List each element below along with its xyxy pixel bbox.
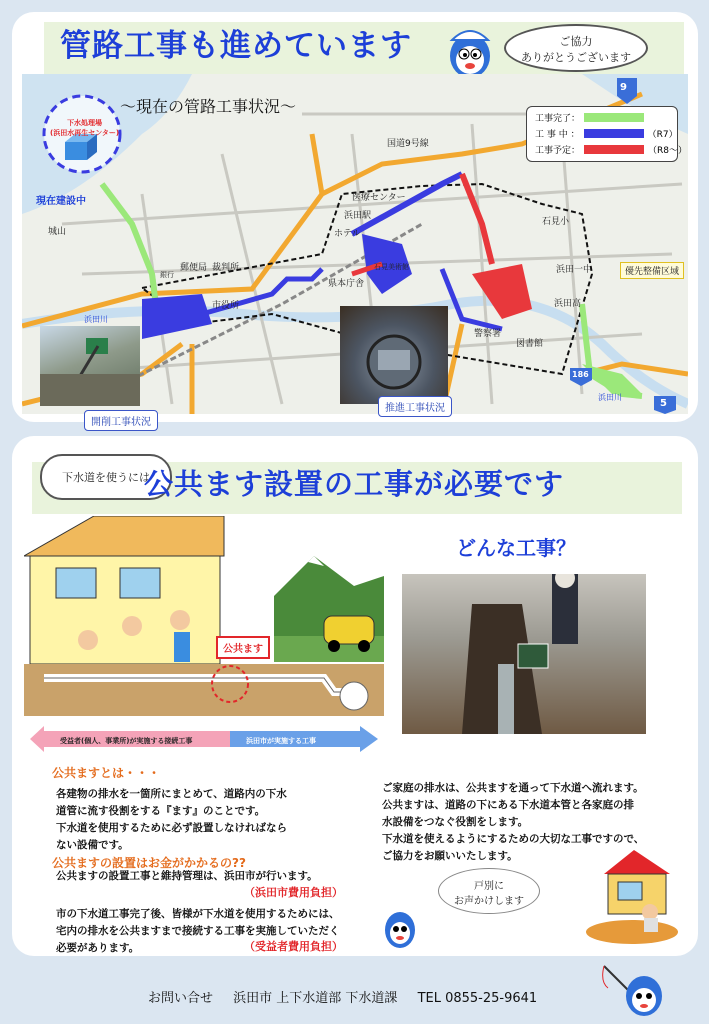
- footer-tel: TEL 0855-25-9641: [417, 991, 538, 1006]
- jacking-caption: 推進工事状況: [378, 396, 452, 417]
- priority-area-label: 優先整備区域: [620, 262, 684, 279]
- house-illustration: [24, 516, 384, 716]
- worker-house-icon: [584, 846, 680, 946]
- plant-label-line-1: 下水処理場: [67, 119, 103, 127]
- what-body: [56, 786, 287, 854]
- place-label: 城山: [48, 227, 67, 237]
- explain-line: 公共ますは、道路の下にある下水道本管と各家庭の排: [382, 799, 634, 811]
- after-body-line: 宅内の排水を公共ますまで接続する工事を実施していただく: [56, 925, 340, 937]
- place-label: 医療センター: [352, 193, 406, 203]
- place-label: 銀行: [160, 271, 174, 279]
- what-heading: 公共ますとは・・・: [52, 766, 161, 780]
- contact-footer: [148, 987, 553, 1006]
- visit-line-2: お声かけします: [454, 896, 524, 907]
- arrow-left-label: 受益者(個人、事業所)が実施する接続工事: [60, 737, 193, 745]
- koukyomasu-tag: 公共ます: [216, 636, 270, 659]
- place-label: 郵便局: [180, 263, 208, 273]
- place-label: 裁判所: [212, 263, 240, 273]
- place-label: 県本庁舎: [328, 279, 365, 289]
- thanks-bubble: [504, 24, 648, 72]
- legend-completed: 工事完了：: [535, 111, 648, 123]
- route-186-badge: 186: [572, 370, 589, 379]
- what-body-line: 各建物の排水を一箇所にまとめて、道路内の下水: [56, 788, 287, 800]
- mascot-icon: [440, 22, 500, 82]
- cost-city-note: （浜田市費用負担）: [244, 886, 343, 899]
- place-label: 浜田川: [598, 393, 622, 402]
- what-body-line: 下水道を使用するために必ず設置しなければなら: [56, 822, 287, 834]
- cost-user-note: （受益者費用負担）: [244, 940, 343, 953]
- explain-line: ご協力をお願いいたします。: [382, 850, 518, 862]
- place-label: ホテル: [334, 229, 361, 239]
- arrow-right-label: 浜田市が実施する工事: [246, 737, 316, 745]
- plant-label-line-2: (浜田水再生センター): [50, 129, 120, 137]
- place-label: 浜田一中: [556, 265, 593, 275]
- thanks-line-1: ご協力: [559, 35, 593, 48]
- cost-heading: 公共ますの設置はお金がかかるの??: [52, 856, 246, 870]
- legend-planned: 工事予定： （R8〜）: [535, 145, 687, 156]
- route-5-badge: 5: [660, 398, 667, 409]
- mascot-small-icon: [378, 902, 422, 952]
- usage-bubble-text: 下水道を使うには: [62, 471, 150, 484]
- after-body-line: 必要があります。: [56, 942, 140, 954]
- place-label: 図書館: [516, 339, 544, 349]
- construction-map-panel: [12, 12, 698, 428]
- map-legend: [526, 106, 687, 162]
- open-cut-caption: 開削工事状況: [84, 410, 158, 431]
- what-body-line: ない設備です。: [56, 839, 129, 851]
- place-label: 浜田駅: [344, 211, 372, 221]
- after-body-line: 市の下水道工事完了後、皆様が下水道を使用するためには、: [56, 908, 340, 920]
- place-label: 浜田高: [554, 299, 582, 309]
- under-construction-label: 現在建設中: [36, 196, 86, 207]
- legend-in-progress: 工 事 中 ： （R7）: [535, 129, 678, 140]
- place-label: 浜田川: [84, 315, 108, 324]
- open-cut-photo: [40, 326, 140, 406]
- visit-line-1: 戸別に: [474, 881, 504, 892]
- visit-bubble: [438, 868, 540, 914]
- public-basin-panel: [12, 436, 698, 956]
- route-9-badge: 9: [620, 82, 627, 93]
- explain-line: 水設備をつなぐ役割をします。: [382, 816, 529, 828]
- question-heading: どんな工事？: [456, 536, 576, 560]
- place-label: 警察署: [474, 329, 502, 339]
- plant-label: [50, 118, 119, 138]
- place-label: 市役所: [212, 301, 240, 311]
- place-label: 国道9号線: [387, 139, 429, 149]
- mascot-fishing-icon: [600, 962, 670, 1020]
- explain-line: 下水道を使えるようにするための大切な工事ですので、: [382, 833, 645, 845]
- place-label: 石見美術館: [374, 263, 409, 271]
- cost-body: 公共ますの設置工事と維持管理は、浜田市が行います。: [56, 870, 318, 882]
- section2-title: 公共ます設置の工事が必要です: [144, 467, 565, 501]
- construction-photo: [402, 574, 646, 734]
- explain-line: ご家庭の排水は、公共ますを通って下水道へ流れます。: [382, 782, 644, 794]
- section1-title: 管路工事も進めています: [60, 28, 412, 64]
- thanks-line-2: ありがとうございます: [521, 51, 631, 64]
- what-body-line: 道管に流す役割をする『ます』のことです。: [56, 805, 266, 817]
- place-label: 石見小: [542, 217, 570, 227]
- map-subtitle: 〜現在の管路工事状況〜: [120, 97, 297, 116]
- pipeline-map: [22, 74, 688, 414]
- footer-dept: 浜田市 上下水道部 下水道課: [233, 991, 398, 1006]
- jacking-photo: [340, 306, 448, 404]
- footer-contact-label: お問い合せ: [148, 991, 214, 1006]
